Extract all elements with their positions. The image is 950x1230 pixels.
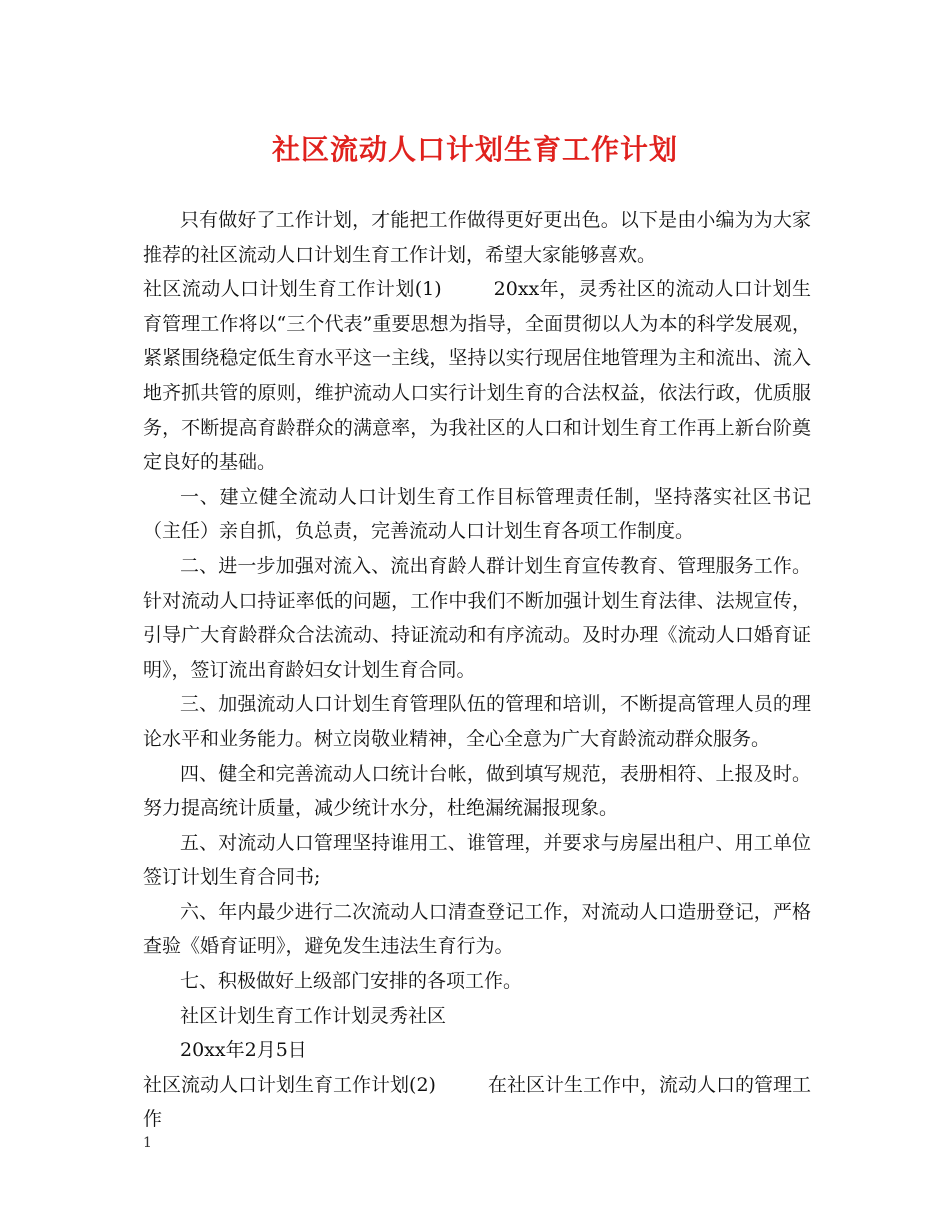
plan1-item: 一、建立健全流动人口计划生育工作目标管理责任制，坚持落实社区书记（主任）亲自抓，负总责，完善流动人口计划生育各项工作制度。 bbox=[143, 485, 811, 543]
plan2-lead: 在社区计生工作中，流动人口的管理工作 bbox=[143, 1073, 811, 1131]
plan1-item: 二、进一步加强对流入、流出育龄人群计划生育宣传教育、管理服务工作。针对流动人口持证率低的问题，工作中我们不断加强计划生育法律、法规宣传，引导广大育龄群众合法流动、持证流动和有序流动。及时办理《流动人口婚育证明》，签订流出育龄妇女计划生育合同。 bbox=[143, 554, 811, 681]
plan1-item: 三、加强流动人口计划生育管理队伍的管理和培训，不断提高管理人员的理论水平和业务能力。树立岗敬业精神，全心全意为广大育龄流动群众服务。 bbox=[143, 693, 811, 750]
plan2-paragraph bbox=[143, 1068, 811, 1137]
intro-paragraph: 只有做好了工作计划，才能把工作做得更好更出色。以下是由小编为为大家推荐的社区流动人口计划生育工作计划，希望大家能够喜欢。 bbox=[143, 209, 811, 266]
plan1-lead: 20xx年，灵秀社区的流动人口计划生育管理工作将以“三个代表”重要思想为指导，全面贯彻以人为本的科学发展观，紧紧围绕稳定低生育水平这一主线，坚持以实行现居住地管理为主和流出、流入地齐抓共管的原则，维护流动人口实行计划生育的合法权益，依法行政，优质服务，不断提高育龄群众的满意率，为我社区的人口和计划生育工作再上新台阶奠定良好的基础。 bbox=[143, 278, 811, 474]
plan1-item: 五、对流动人口管理坚持谁用工、谁管理，并要求与房屋出租户、用工单位签订计划生育合同书; bbox=[143, 831, 811, 889]
document-title: 社区流动人口计划生育工作计划 bbox=[271, 133, 678, 166]
plan1-item: 六、年内最少进行二次流动人口清查登记工作，对流动人口造册登记，严格查验《婚育证明》，避免发生违法生育行为。 bbox=[143, 900, 811, 958]
plan1-item: 四、健全和完善流动人口统计台帐，做到填写规范，表册相符、上报及时。努力提高统计质量，减少统计水分，杜绝漏统漏报现象。 bbox=[143, 762, 811, 820]
plan1-item: 七、积极做好上级部门安排的各项工作。 bbox=[180, 970, 523, 993]
plan1-paragraph bbox=[143, 272, 811, 480]
plan1-signature: 社区计划生育工作计划灵秀社区 bbox=[180, 1004, 447, 1027]
page-number: 1 bbox=[143, 1135, 152, 1151]
plan1-date: 20xx年2月5日 bbox=[180, 1039, 307, 1062]
plan2-heading: 社区流动人口计划生育工作计划(2) bbox=[143, 1073, 436, 1096]
document-body bbox=[143, 203, 811, 1137]
plan1-heading: 社区流动人口计划生育工作计划(1) bbox=[143, 278, 442, 301]
